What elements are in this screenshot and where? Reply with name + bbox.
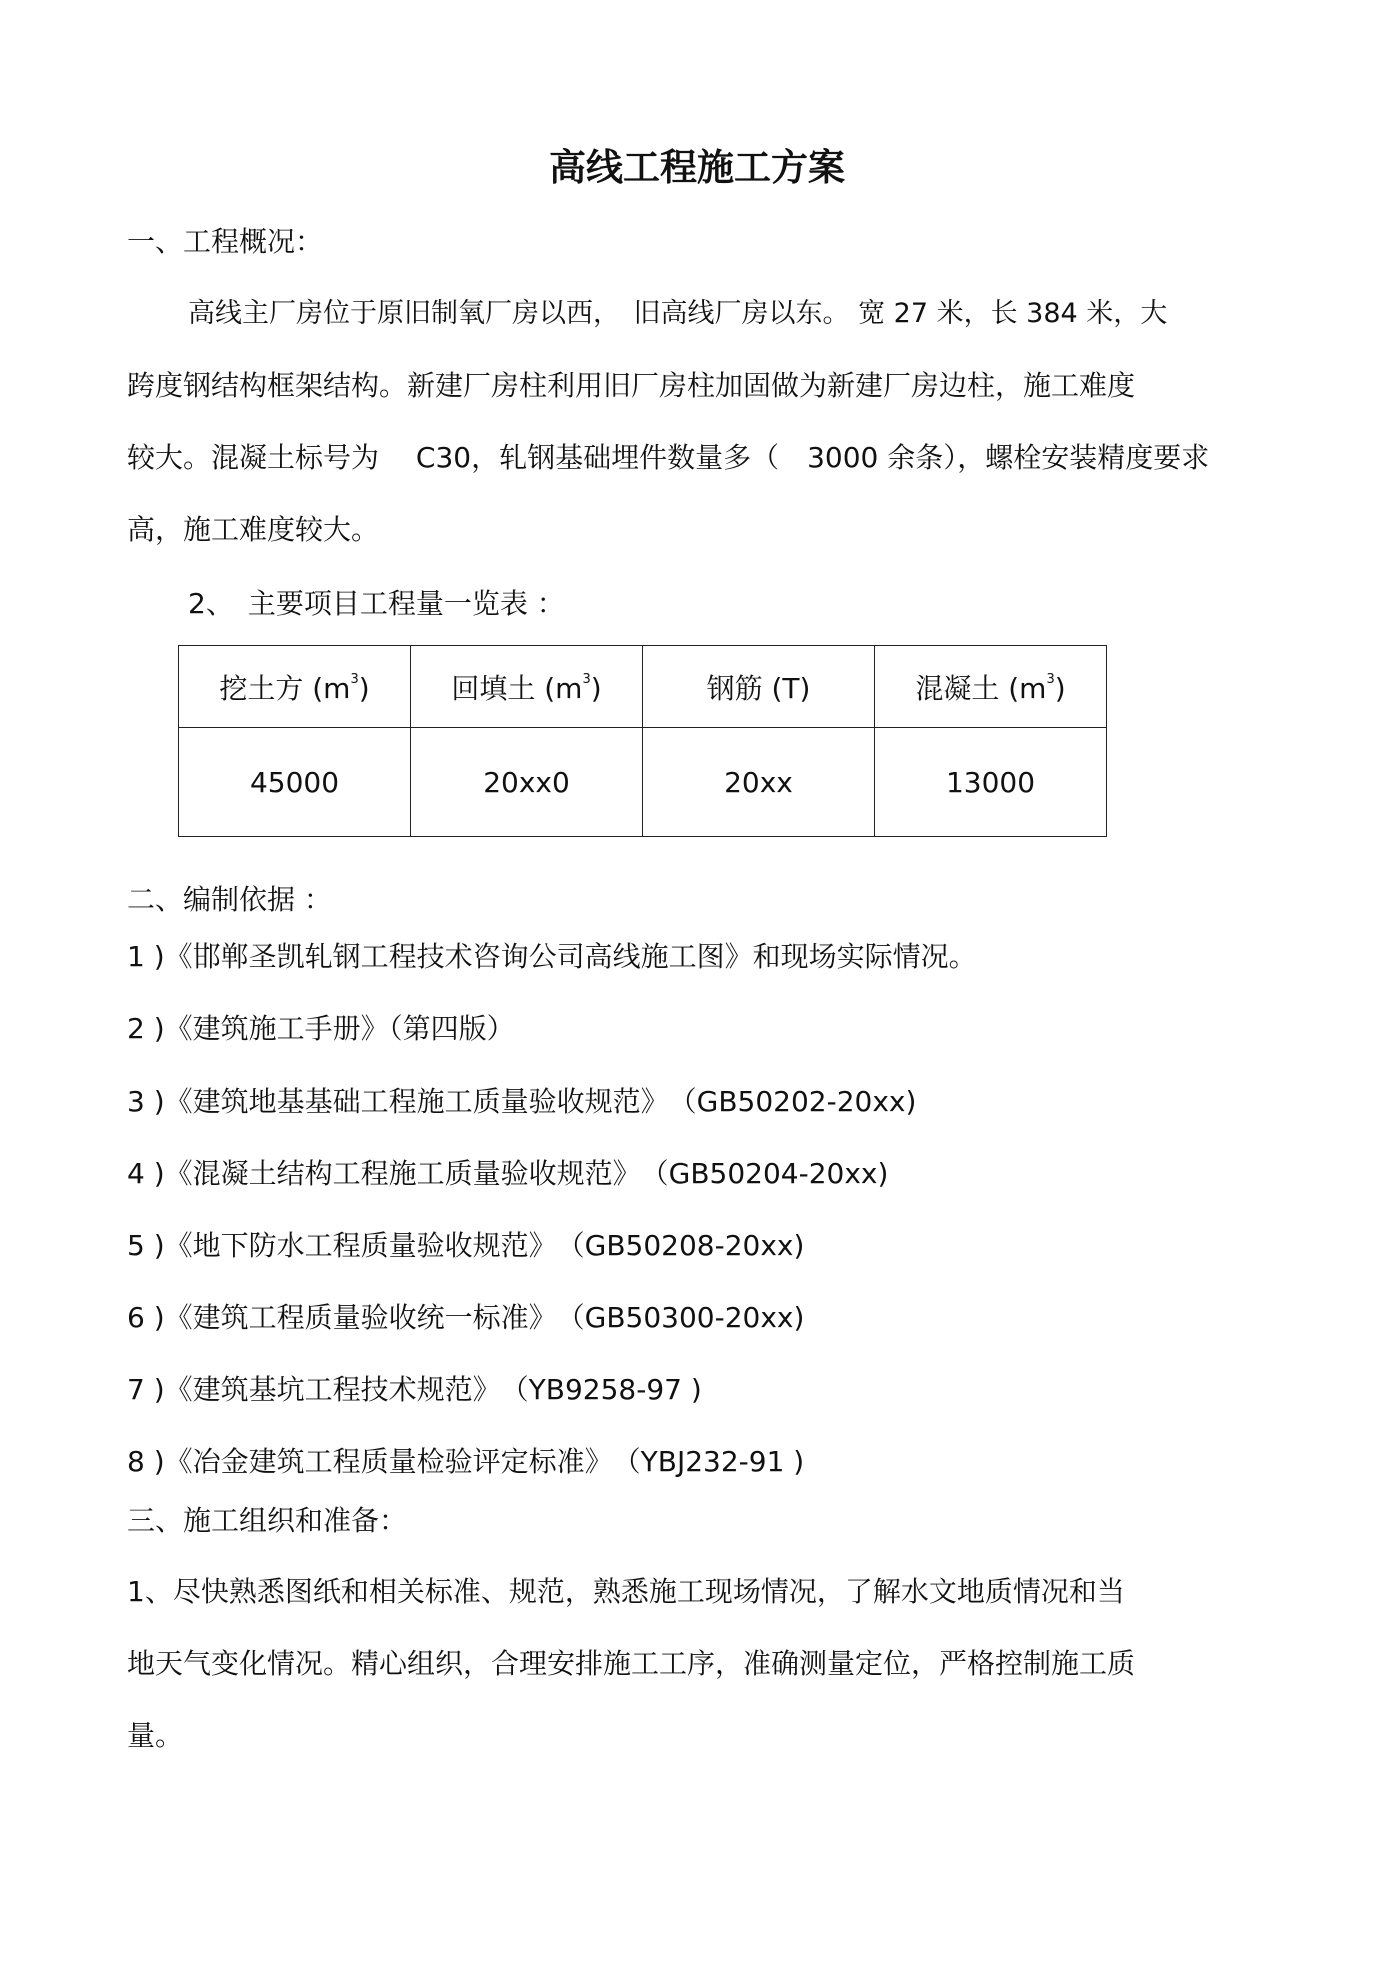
section-1-line-3: 较大。混凝土标号为 C30，轧钢基础埋件数量多（ 3000 余条），螺栓安装精度要求 [127, 441, 1210, 474]
section-2-heading: 二、编制依据 ： [127, 883, 332, 916]
section-3-line-3: 量。 [127, 1719, 184, 1752]
reference-item-8: 8 )《冶金建筑工程质量检验评定标准》 （YBJ232-91 ) [127, 1445, 805, 1478]
table-row [179, 728, 1107, 837]
header-excavation: 挖土方 $(m^3)$ [179, 646, 411, 728]
section-1-heading: 一、工程概况： [127, 225, 324, 258]
value-backfill: 20xx0 [411, 728, 643, 837]
value-excavation: 45000 [179, 728, 411, 837]
reference-item-7: 7 )《建筑基坑工程技术规范》 （YB9258-97 ) [127, 1373, 702, 1406]
section-1-line-1: 高线主厂房位于原旧制氧厂房以西， 旧高线厂房以东。 宽 27 米，长 384 米，大 [188, 298, 1168, 329]
table-caption: 2、 主要项目工程量一览表 ： [188, 587, 565, 620]
section-1-line-4: 高，施工难度较大。 [127, 513, 380, 546]
reference-item-5: 5 )《地下防水工程质量验收规范》 （GB50208-20xx) [127, 1229, 805, 1262]
value-rebar: 20xx [643, 728, 875, 837]
reference-item-1: 1 )《邯郸圣凯轧钢工程技术咨询公司高线施工图》和现场实际情况。 [127, 940, 977, 973]
reference-item-2: 2 )《建筑施工手册》（第四版） [127, 1012, 515, 1045]
section-3-heading: 三、施工组织和准备： [127, 1504, 408, 1537]
quantity-table [178, 645, 1107, 837]
header-backfill: 回填土 $(m^3)$ [411, 646, 643, 728]
reference-item-3: 3 )《建筑地基基础工程施工质量验收规范》 （GB50202-20xx) [127, 1085, 917, 1118]
section-3-line-1: 1、尽快熟悉图纸和相关标准、规范，熟悉施工现场情况，了解水文地质情况和当 [127, 1575, 1125, 1608]
header-rebar: 钢筋 (T) [643, 646, 875, 728]
reference-item-4: 4 )《混凝土结构工程施工质量验收规范》 （GB50204-20xx) [127, 1157, 889, 1190]
document-title: 高线工程施工方案 [549, 146, 845, 189]
section-1-line-2: 跨度钢结构框架结构。新建厂房柱利用旧厂房柱加固做为新建厂房边柱，施工难度 [127, 369, 1136, 402]
reference-item-6: 6 )《建筑工程质量验收统一标准》 （GB50300-20xx) [127, 1301, 805, 1334]
value-concrete: 13000 [875, 728, 1107, 837]
header-concrete: 混凝土 $(m^3)$ [875, 646, 1107, 728]
section-3-line-2: 地天气变化情况。精心组织，合理安排施工工序，准确测量定位，严格控制施工质 [127, 1647, 1136, 1680]
table-header-row [179, 646, 1107, 728]
